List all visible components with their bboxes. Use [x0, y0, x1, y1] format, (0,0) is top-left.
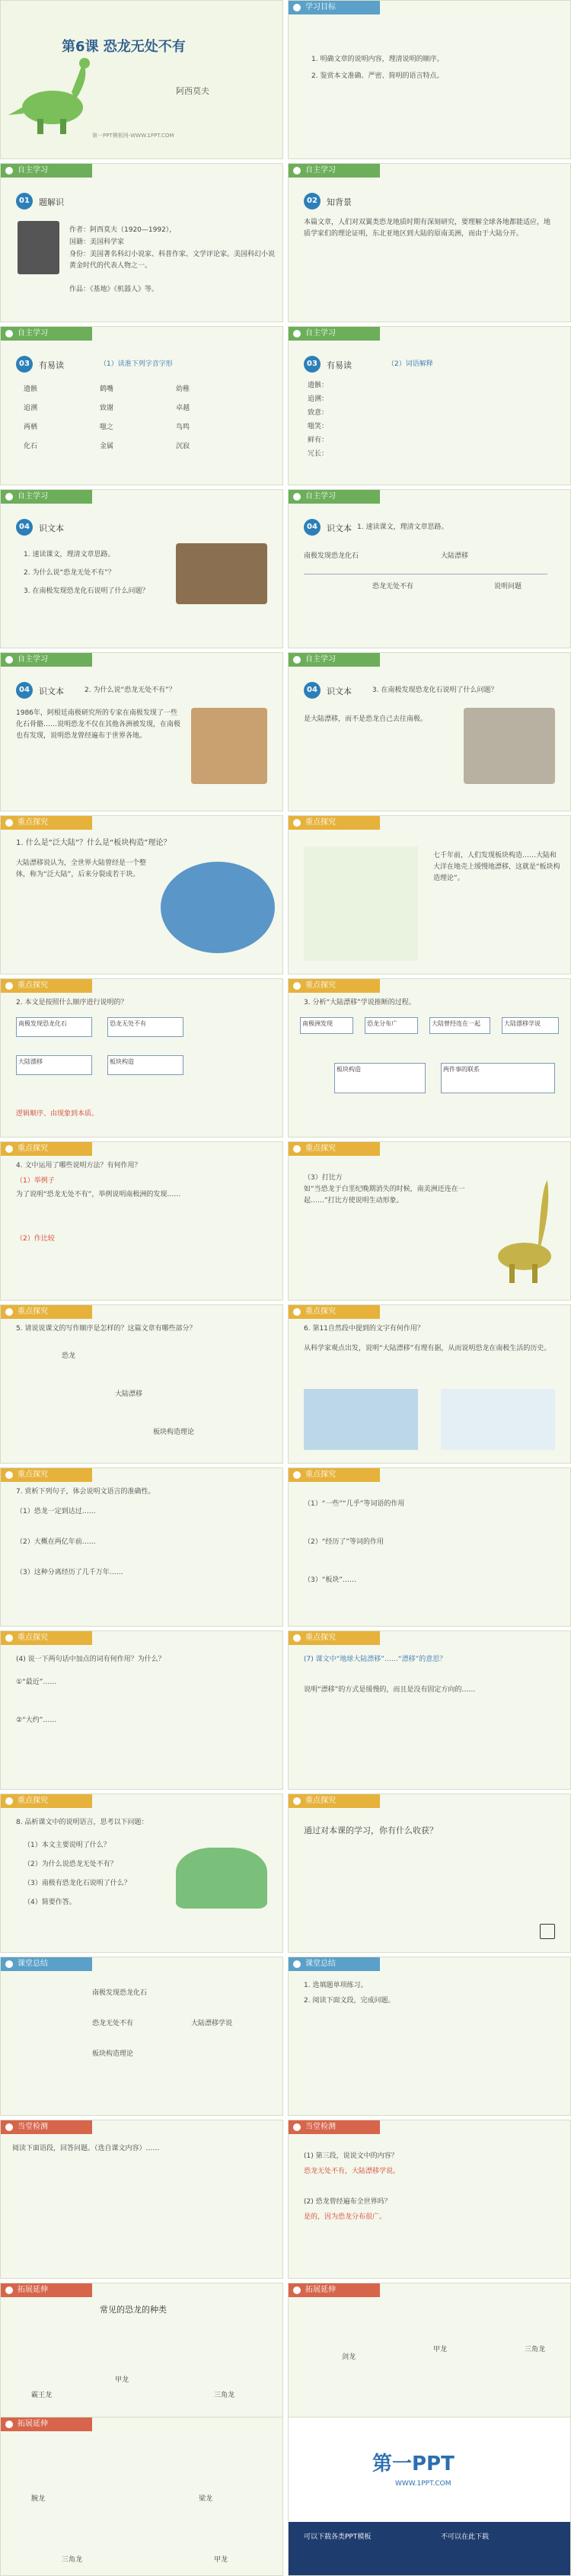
reading-passage: 阅读下面语段，回答问题。（选自课文内容）……: [12, 2145, 160, 2152]
slide-15[interactable]: [0, 1141, 283, 1301]
world-map-2: [441, 1389, 555, 1450]
term-1: 遗骸：: [308, 382, 329, 389]
section-header: 重点探究: [289, 1468, 380, 1482]
section-header: 重点探究: [1, 1794, 92, 1808]
dinosaur-photo: [176, 543, 267, 604]
question: 3. 在南极发现恐龙化石说明了什么问题？: [372, 686, 498, 694]
gallery-title: 常见的恐龙的种类: [100, 2305, 167, 2315]
step-title: 题解识: [39, 197, 64, 207]
section-header: 自主学习: [289, 164, 380, 178]
step-title: 识文本: [327, 523, 352, 533]
word-3: 幼稚: [176, 386, 190, 393]
slide-6[interactable]: [288, 326, 571, 485]
word-7: 两栖: [24, 424, 38, 431]
slide-20[interactable]: [288, 1467, 571, 1627]
box-6: 两件事的联系: [441, 1063, 555, 1093]
answer-body: （3）打比方 如“当恐龙于白垩纪晚期消失的时候，南美洲还连在一起……”打比方使说明生动形象。: [304, 1174, 465, 1205]
slide-23[interactable]: [0, 1794, 283, 1953]
item-1: （1）恐龙一定到达过……: [16, 1508, 96, 1515]
footer-watermark: 第一PPT模板网-WWW.1PPT.COM: [92, 133, 174, 139]
slide-9[interactable]: [0, 652, 283, 811]
box-3: 大陆漂移: [16, 1055, 92, 1075]
world-map: [304, 1389, 418, 1450]
answer-body: 说明“漂移”的方式是缓慢的，而且是没有固定方向的……: [304, 1686, 476, 1694]
label-1: 霸王龙: [31, 2392, 53, 2399]
step-number: 03: [16, 356, 33, 373]
answer-1: 恐龙无处不有，大陆漂移学说。: [304, 2168, 400, 2175]
question-1: (1) 第三段，说说文中的内容？: [304, 2152, 398, 2160]
slide-11[interactable]: [0, 815, 283, 974]
item-3: （3）南极有恐龙化石说明了什么？: [24, 1880, 131, 1887]
label-2: 梁龙: [199, 2495, 213, 2503]
item-1: ①“最近”……: [16, 1678, 57, 1686]
answer-body: 从科学家观点出发，说明“大陆漂移”有理有据，从而说明恐龙在南极生活的历史。: [304, 1345, 551, 1352]
question-3: 3. 在南极发现恐龙化石说明了什么问题？: [24, 587, 149, 595]
summary-4: 板块构造理论: [92, 2050, 134, 2058]
box-2: 恐龙分布广: [365, 1017, 418, 1034]
step-number: 04: [16, 519, 33, 536]
answer-body: 1986年，阿根廷南极研究所的专家在南极发现了一些化石骨骼……说明恐龙不仅在其他各洲被发现，在南极也有发现，说明恐龙曾经遍布于世界各地。: [16, 709, 181, 740]
footer-bar: [289, 2522, 571, 2575]
node-2: 恐龙无处不有: [372, 583, 414, 590]
question: 4. 文中运用了哪些说明方法？有何作用？: [16, 1162, 142, 1170]
step-title: 识文本: [39, 686, 64, 696]
slide-18[interactable]: [288, 1304, 571, 1464]
word-8: 嗤之: [100, 424, 114, 431]
step-title: 有易读: [39, 360, 64, 370]
question: (4) 说一下两句话中加点的词有何作用？为什么？: [16, 1656, 165, 1663]
item-2: （2）大概在两亿年前……: [16, 1538, 96, 1546]
box-4: 大陆漂移学说: [502, 1017, 559, 1034]
section-header: 学习目标: [289, 1, 380, 14]
word-10: 化石: [24, 443, 38, 450]
dinosaur-illustration: [7, 54, 98, 138]
step-title: 知背景: [327, 197, 352, 207]
fossil-photo: [464, 708, 555, 784]
term-4: 嗤笑：: [308, 423, 329, 430]
slide-26[interactable]: [288, 1957, 571, 2116]
summary-3: 大陆漂移学说: [191, 2020, 233, 2027]
item-3: （3）“板块”……: [304, 1576, 357, 1584]
box-1: 南极洲发现: [300, 1017, 353, 1034]
step-number: 03: [304, 356, 321, 373]
label-1: 腕龙: [31, 2495, 46, 2503]
section-header: 拓展延伸: [289, 2283, 380, 2297]
term-5: 鲜有：: [308, 437, 329, 444]
question: 2. 为什么说“恐龙无处不有”？: [85, 686, 176, 694]
slide-31[interactable]: [0, 2417, 283, 2576]
slide-1[interactable]: [0, 0, 283, 159]
step-number: 04: [304, 519, 321, 536]
box-1: 南极发现恐龙化石: [16, 1017, 92, 1037]
node-4: 说明问题: [494, 583, 522, 590]
step-title: 有易读: [327, 360, 352, 370]
chart-node-2: 大陆漂移: [115, 1390, 143, 1398]
word-4: 追溯: [24, 405, 38, 412]
step-number: 04: [304, 682, 321, 699]
item-2: （2）为什么说恐龙无处不有？: [24, 1861, 117, 1868]
word-9: 鸟鸣: [176, 424, 190, 431]
question: 2. 本文是按照什么顺序进行说明的？: [16, 999, 128, 1006]
item-3: （3）这种分离经历了几千万年……: [16, 1569, 123, 1576]
slide-12[interactable]: [288, 815, 571, 974]
section-header: 重点探究: [1, 816, 92, 830]
section-header: 拓展延伸: [1, 2283, 92, 2297]
item-2: （2）作比较: [16, 1235, 55, 1243]
item-1: （1）举例子: [16, 1177, 55, 1185]
slide-2[interactable]: [288, 0, 571, 159]
slide-7[interactable]: [0, 489, 283, 648]
slide-16[interactable]: [288, 1141, 571, 1301]
word-11: 金属: [100, 443, 114, 450]
section-header: 重点探究: [289, 1794, 380, 1808]
slide-27[interactable]: [0, 2120, 283, 2279]
slide-25[interactable]: [0, 1957, 283, 2116]
brachiosaurus-illustration: [486, 1173, 563, 1287]
section-header: 拓展延伸: [1, 2418, 92, 2431]
step-number: 02: [304, 193, 321, 210]
question: 6. 第11自然段中提到的文字有何作用？: [304, 1325, 424, 1333]
vocab-hint: （2）词语解释: [388, 360, 433, 368]
section-header: 自主学习: [1, 164, 92, 178]
label-4: 甲龙: [214, 2556, 228, 2564]
section-header: 自主学习: [1, 490, 92, 504]
dinosaur-photo: [191, 708, 267, 784]
step-title: 识文本: [39, 523, 64, 533]
slide-3[interactable]: [0, 163, 283, 322]
term-6: 冗长：: [308, 450, 329, 458]
item-1: 1. 选填题单项练习。: [304, 1982, 368, 1989]
word-6: 卓越: [176, 405, 190, 412]
slide-5[interactable]: [0, 326, 283, 485]
bio-line-3: 身份：美国著名科幻小说家、科普作家、文学评论家。美国科幻小说黄金时代的代表人物之一。: [69, 251, 276, 270]
chart-node-3: 板块构造理论: [153, 1429, 195, 1436]
reflection-question: 通过对本课的学习，你有什么收获？: [304, 1826, 438, 1835]
continent-map: [304, 846, 418, 961]
bio-line-1: 作者：阿西莫夫（1920—1992），: [69, 226, 177, 234]
word-2: 鹤嘴: [100, 386, 114, 393]
slide-21[interactable]: [0, 1630, 283, 1790]
slide-28[interactable]: [288, 2120, 571, 2279]
item-1: （1）本文主要说明了什么？: [24, 1842, 110, 1849]
slide-10[interactable]: [288, 652, 571, 811]
slide-22[interactable]: [288, 1630, 571, 1790]
box-5: 板块构造: [334, 1063, 426, 1093]
author-photo: [18, 221, 59, 274]
section-header: 自主学习: [1, 327, 92, 341]
word-12: 沉寂: [176, 443, 190, 450]
step-number: 01: [16, 193, 33, 210]
section-header: 重点探究: [1, 1142, 92, 1156]
node-3: 大陆漂移: [441, 552, 469, 560]
section-header: 自主学习: [1, 653, 92, 667]
section-header: 课堂总结: [289, 1957, 380, 1971]
vocab-hint: （1）读准下列字音字形: [100, 360, 173, 368]
goal-2: 2. 鉴赏本文准确、严密、简明的语言特点。: [311, 72, 444, 80]
slide-17[interactable]: [0, 1304, 283, 1464]
label-1: 剑龙: [342, 2354, 356, 2361]
slide-24[interactable]: [288, 1794, 571, 1953]
globe-map: [161, 862, 275, 953]
item-2: ②“大约”……: [16, 1717, 57, 1724]
label-3: 三角龙: [525, 2346, 546, 2354]
question: 1. 什么是“泛大陆”？什么是“板块构造”理论？: [16, 839, 171, 847]
term-2: 追溯：: [308, 395, 329, 403]
slide-19[interactable]: [0, 1467, 283, 1627]
section-header: 重点探究: [1, 1631, 92, 1645]
brand-logo: 第一PPT: [372, 2453, 455, 2475]
question-2: 2. 为什么说“恐龙无处不有”？: [24, 569, 115, 577]
footer-left: 可以下载各类PPT模板: [304, 2533, 372, 2541]
summary-1: 南极发现恐龙化石: [92, 1989, 148, 1997]
bio-line-4: 作品：《基地》《机器人》等。: [69, 286, 159, 293]
item-1: （1）“一些”“几乎”等词语的作用: [304, 1500, 405, 1508]
section-header: 重点探究: [289, 1305, 380, 1319]
chart-node-1: 恐龙: [62, 1352, 76, 1360]
goal-1: 1. 明确文章的说明内容，理清说明的顺序。: [311, 56, 444, 63]
section-header: 自主学习: [289, 490, 380, 504]
footer-right: 不可以在此下载: [441, 2533, 490, 2541]
section-header: 重点探究: [1, 979, 92, 993]
question: 8. 品析课文中的说明语言，思考以下问题：: [16, 1819, 148, 1826]
section-header: 重点探究: [289, 979, 380, 993]
label-2: 甲龙: [433, 2346, 448, 2354]
edit-icon[interactable]: [540, 1924, 555, 1939]
section-header: 当堂检测: [289, 2120, 380, 2134]
box-2: 恐龙无处不有: [107, 1017, 183, 1037]
section-header: 当堂检测: [1, 2120, 92, 2134]
word-1: 遗骸: [24, 386, 38, 393]
question: 5. 请说说课文的写作顺序是怎样的？这篇文章有哪些部分？: [16, 1325, 196, 1333]
answer-body: 是大陆漂移，而不是恐龙自己去往南极。: [304, 715, 428, 723]
bio-line-2: 国籍：美国科学家: [69, 238, 125, 246]
step-number: 04: [16, 682, 33, 699]
box-3: 大陆曾经连在一起: [429, 1017, 490, 1034]
word-5: 致谢: [100, 405, 114, 412]
section-header: 重点探究: [289, 1142, 380, 1156]
background-text: 本篇文章，人们对双翼类恐龙地质时期有深刻研究，要理解全球各地都能适应，地质学家们的理论证明，东北亚地区到大陆的原南美洲，而由于大陆分开。: [304, 219, 551, 238]
label-3: 三角龙: [62, 2556, 83, 2564]
question-2: (2) 恐龙曾经遍布全世界吗？: [304, 2198, 391, 2206]
question: 3. 分析“大陆漂移”学说推断的过程。: [304, 999, 416, 1006]
section-header: 重点探究: [1, 1305, 92, 1319]
box-4: 板块构造: [107, 1055, 183, 1075]
label-3: 三角龙: [214, 2392, 235, 2399]
answer-2: 是的，因为恐龙分布很广。: [304, 2213, 387, 2221]
section-header: 自主学习: [289, 653, 380, 667]
term-3: 致意：: [308, 409, 329, 417]
slide-14[interactable]: [288, 978, 571, 1138]
question-1: 1. 速读课文，理清文章思路。: [24, 551, 115, 558]
lesson-title: 第6课 恐龙无处不有: [62, 39, 186, 55]
section-header: 课堂总结: [1, 1957, 92, 1971]
answer-body: 为了说明“恐龙无处不有”，举例说明南极洲的发现……: [16, 1191, 181, 1198]
slide-4[interactable]: [288, 163, 571, 322]
item-4: （4）简要作答。: [24, 1899, 76, 1906]
slide-13[interactable]: [0, 978, 283, 1138]
brand-url: WWW.1PPT.COM: [395, 2480, 451, 2488]
section-header: 重点探究: [289, 816, 380, 830]
section-header: 自主学习: [289, 327, 380, 341]
item-2: 2. 阅读下面文段，完成问题。: [304, 1997, 395, 2005]
author-name: 阿西莫夫: [176, 86, 209, 96]
question: 7. 赏析下列句子，体会说明文语言的准确性。: [16, 1488, 155, 1496]
slide-32[interactable]: [288, 2417, 571, 2576]
section-header: 重点探究: [289, 1631, 380, 1645]
task-text: 1. 速读课文，理清文章思路。: [357, 523, 448, 531]
label-2: 甲龙: [115, 2376, 129, 2384]
question: (7) 课文中“地球大陆漂移”……“漂移”的意思？: [304, 1656, 447, 1663]
landscape-illustration: [176, 1848, 267, 1909]
node-1: 南极发现恐龙化石: [304, 552, 359, 560]
answer-body: 大陆漂移说认为，全世界大陆曾经是一个整体，称为“泛大陆”，后来分裂成若干块。: [16, 859, 147, 878]
slide-8[interactable]: [288, 489, 571, 648]
step-title: 识文本: [327, 686, 352, 696]
item-2: （2）“经历了”等词的作用: [304, 1538, 384, 1546]
section-header: 重点探究: [1, 1468, 92, 1482]
answer-body: 七千年前，人们发现板块构造……大陆和大洋在地壳上缓慢地漂移，这就是“板块构造理论”。: [433, 852, 560, 882]
summary-2: 恐龙无处不有: [92, 2020, 134, 2027]
order-note: 逻辑顺序、由现象到本质。: [16, 1110, 99, 1118]
